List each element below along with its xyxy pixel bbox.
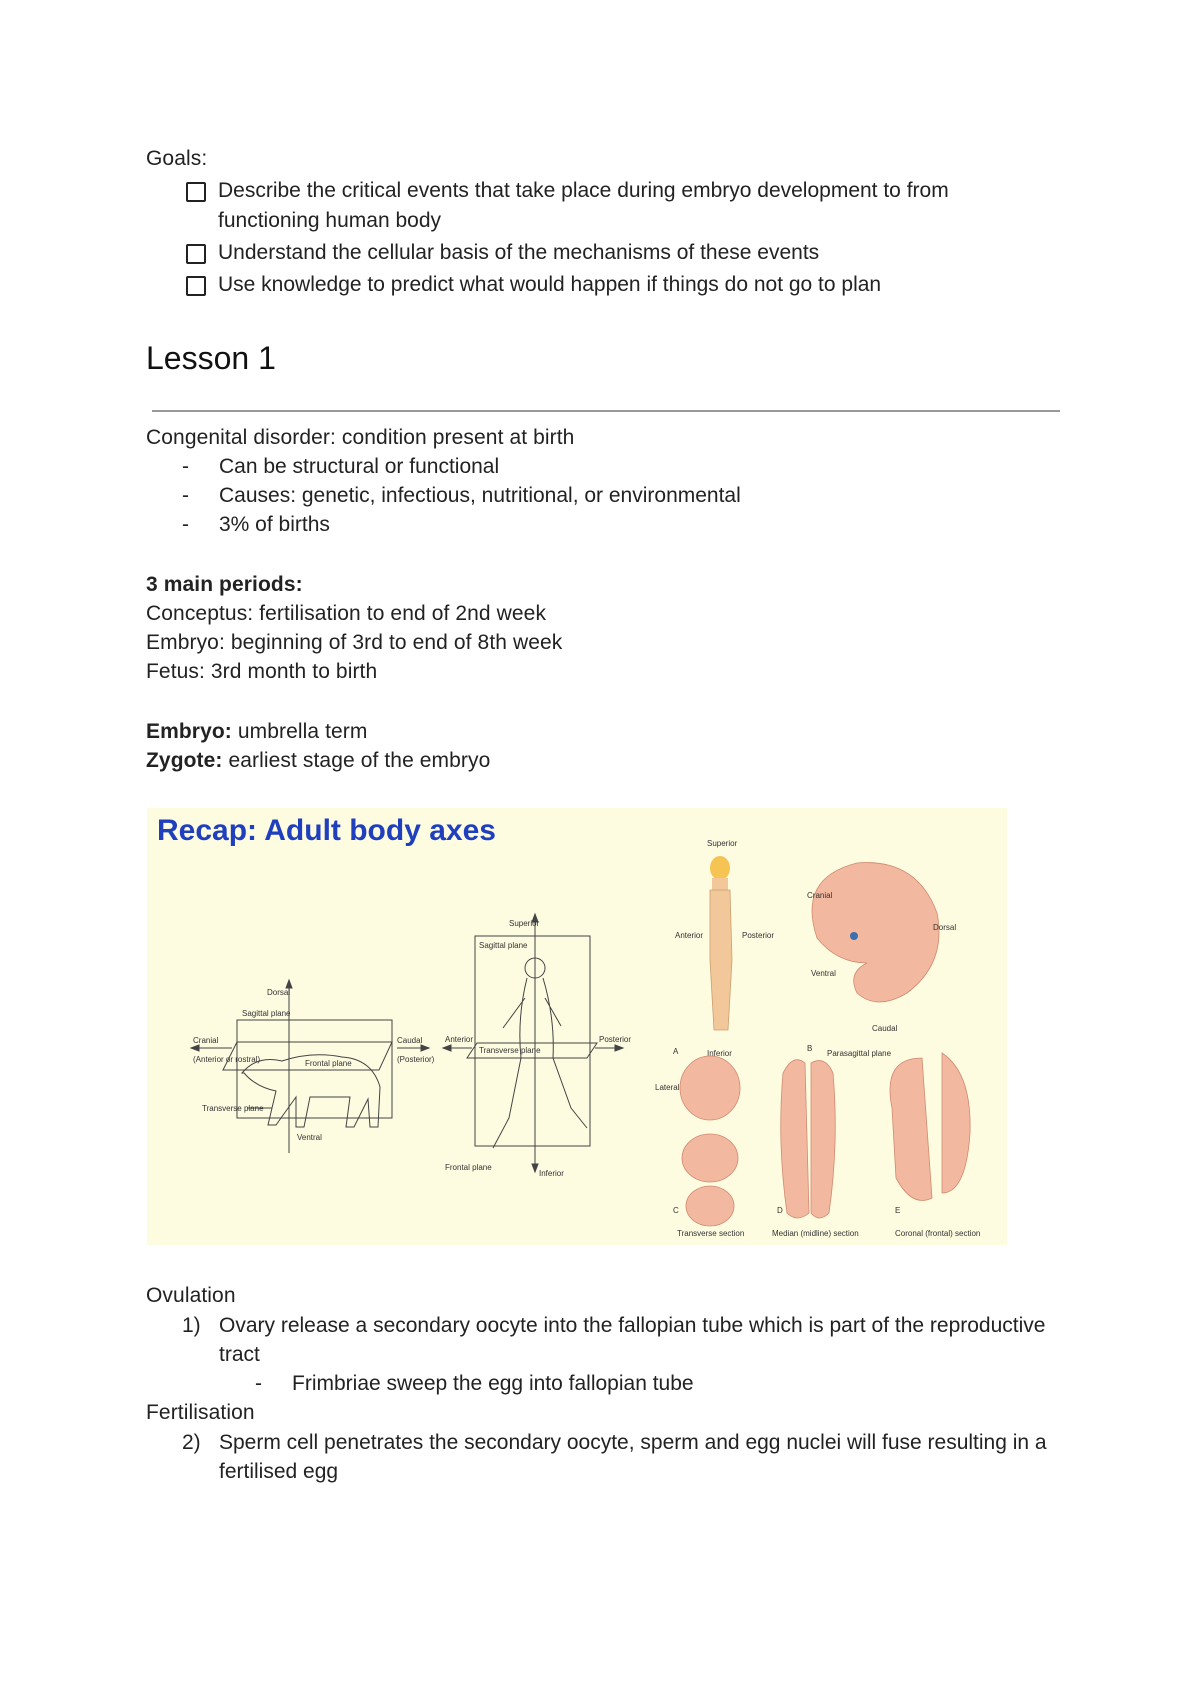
label-median-section: Median (midline) section: [772, 1229, 859, 1238]
label-parasagittal: Parasagittal plane: [827, 1049, 892, 1058]
label-coronal-section: Coronal (frontal) section: [895, 1229, 981, 1238]
label-cranial: Cranial: [193, 1036, 219, 1045]
checkbox[interactable]: [186, 244, 206, 264]
periods-heading: 3 main periods:: [146, 573, 303, 596]
bullet-text: Causes: genetic, infectious, nutritional, or environmental: [219, 484, 741, 507]
label-dorsal: Dorsal: [933, 923, 957, 932]
bullet-text: 3% of births: [219, 513, 330, 536]
label-caudal-posterior: (Posterior): [397, 1055, 435, 1064]
fertilisation-heading: Fertilisation: [146, 1401, 255, 1424]
period-line: Fetus: 3rd month to birth: [146, 660, 378, 683]
term-line: [146, 718, 368, 746]
panel-label: B: [807, 1044, 813, 1053]
item-number: 1): [182, 1314, 201, 1337]
label-posterior: Posterior: [742, 931, 775, 940]
goal-text: Describe the critical events that take place during embryo development to from: [218, 179, 949, 202]
label-superior: Superior: [707, 839, 738, 848]
label-sagittal-plane: Sagittal plane: [242, 1009, 291, 1018]
label-transverse-plane: Transverse plane: [479, 1046, 541, 1055]
label-lateral: Lateral: [655, 1083, 680, 1092]
label-caudal: Caudal: [397, 1036, 423, 1045]
label-inferior: Inferior: [539, 1169, 564, 1178]
period-line: Embryo: beginning of 3rd to end of 8th week: [146, 631, 563, 654]
term: Embryo:: [146, 720, 232, 743]
bullet-text: Can be structural or functional: [219, 455, 500, 478]
body-axes-figure: [147, 808, 1007, 1245]
label-anterior: Anterior: [675, 931, 704, 940]
standing-human-figure: [710, 856, 732, 1030]
goal-text: Use knowledge to predict what would happen if things do not go to plan: [218, 273, 882, 296]
ovulation-heading: Ovulation: [146, 1284, 236, 1307]
panel-label: E: [895, 1206, 901, 1215]
term-line: [146, 747, 490, 775]
label-cranial-anterior: (Anterior or rostral): [193, 1055, 261, 1064]
panel-label: C: [673, 1206, 679, 1215]
term-definition: earliest stage of the embryo: [222, 749, 491, 772]
panel-label: A: [673, 1047, 679, 1056]
item-text: Sperm cell penetrates the secondary oocyte, sperm and egg nuclei will fuse resulting in a fertilised egg: [219, 1431, 1047, 1483]
item-number: 2): [182, 1431, 201, 1454]
label-ventral: Ventral: [811, 969, 836, 978]
bullet-text: Frimbriae sweep the egg into fallopian tube: [292, 1372, 694, 1395]
goal-text: Understand the cellular basis of the mechanisms of these events: [218, 241, 820, 264]
label-ventral: Ventral: [297, 1133, 322, 1142]
label-frontal-plane: Frontal plane: [445, 1163, 492, 1172]
checkbox[interactable]: [186, 182, 206, 202]
label-anterior: Anterior: [445, 1035, 474, 1044]
label-dorsal: Dorsal: [267, 988, 291, 997]
document-page: Goals: Describe the critical events that take place during embryo development to from functioning human body Understand the cellular basis of the mechanisms of these events Use knowledge to predict what would happen if things do not go to plan Lesson 1 Congenital disorder: condition present at birth - Can be structural or functional - Causes: genetic, infectious, nutritional, or environmental - 3% of births 3 main periods: Conceptus: fertilisation to end of 2nd week Embryo: beginning of 3rd to end of 8th week Fetus: 3rd month to birth Embryo: umbrella term Zygote: earliest stage of the embryo Recap: Adult body axes Dorsal Sagittal plane Cranial (Anterior or rostral) Caudal (Posterior) Frontal plane Transverse plane Ventral Superior Sagittal plane Anterior Posterior Transverse plane Frontal plane Inferior Superior Anterior Posterior Inferior A Cranial Dorsal Ventral Caudal B Lateral C Transverse section Parasagittal plane D Median (midline) section E Coronal (frontal) section Ovulation 1) Ovary release a secondary oocyte into the fallopian tube which is part of the reproductive tract - Frimbriae sweep the egg into fallopian tube Fertilisation 2) Sperm cell penetrates the secondary oocyte, sperm and egg nuclei will fuse resulting in a fertilised egg: [0, 0, 1200, 1694]
label-superior: Superior: [509, 919, 540, 928]
period-line: Conceptus: fertilisation to end of 2nd week: [146, 602, 547, 625]
label-inferior: Inferior: [707, 1049, 732, 1058]
embryo-coronal-figure: [890, 1053, 970, 1201]
goals-label: Goals:: [146, 147, 208, 170]
lesson-title: Lesson 1: [146, 340, 276, 376]
label-transverse-section: Transverse section: [677, 1229, 745, 1238]
item-text: Ovary release a secondary oocyte into the fallopian tube which is part of the reproductive tract: [219, 1314, 1046, 1366]
horizontal-divider: [152, 410, 1060, 412]
label-frontal-plane: Frontal plane: [305, 1059, 352, 1068]
panel-label: D: [777, 1206, 783, 1215]
label-caudal: Caudal: [872, 1024, 898, 1033]
label-posterior: Posterior: [599, 1035, 632, 1044]
congenital-heading: Congenital disorder: condition present at birth: [146, 426, 575, 449]
embryo-lateral-figure: [812, 863, 939, 1002]
term: Zygote:: [146, 749, 223, 772]
embryo-median-figure: [781, 1060, 836, 1218]
checkbox[interactable]: [186, 276, 206, 296]
term-definition: umbrella term: [231, 720, 368, 743]
label-cranial: Cranial: [807, 891, 833, 900]
body-axes-illustration: [147, 808, 1007, 1245]
label-transverse-plane: Transverse plane: [202, 1104, 264, 1113]
goal-text-continued: functioning human body: [218, 209, 441, 232]
label-sagittal-plane: Sagittal plane: [479, 941, 528, 950]
embryo-transverse-figure: [680, 1056, 740, 1226]
figure-title: Recap: Adult body axes: [157, 814, 496, 847]
